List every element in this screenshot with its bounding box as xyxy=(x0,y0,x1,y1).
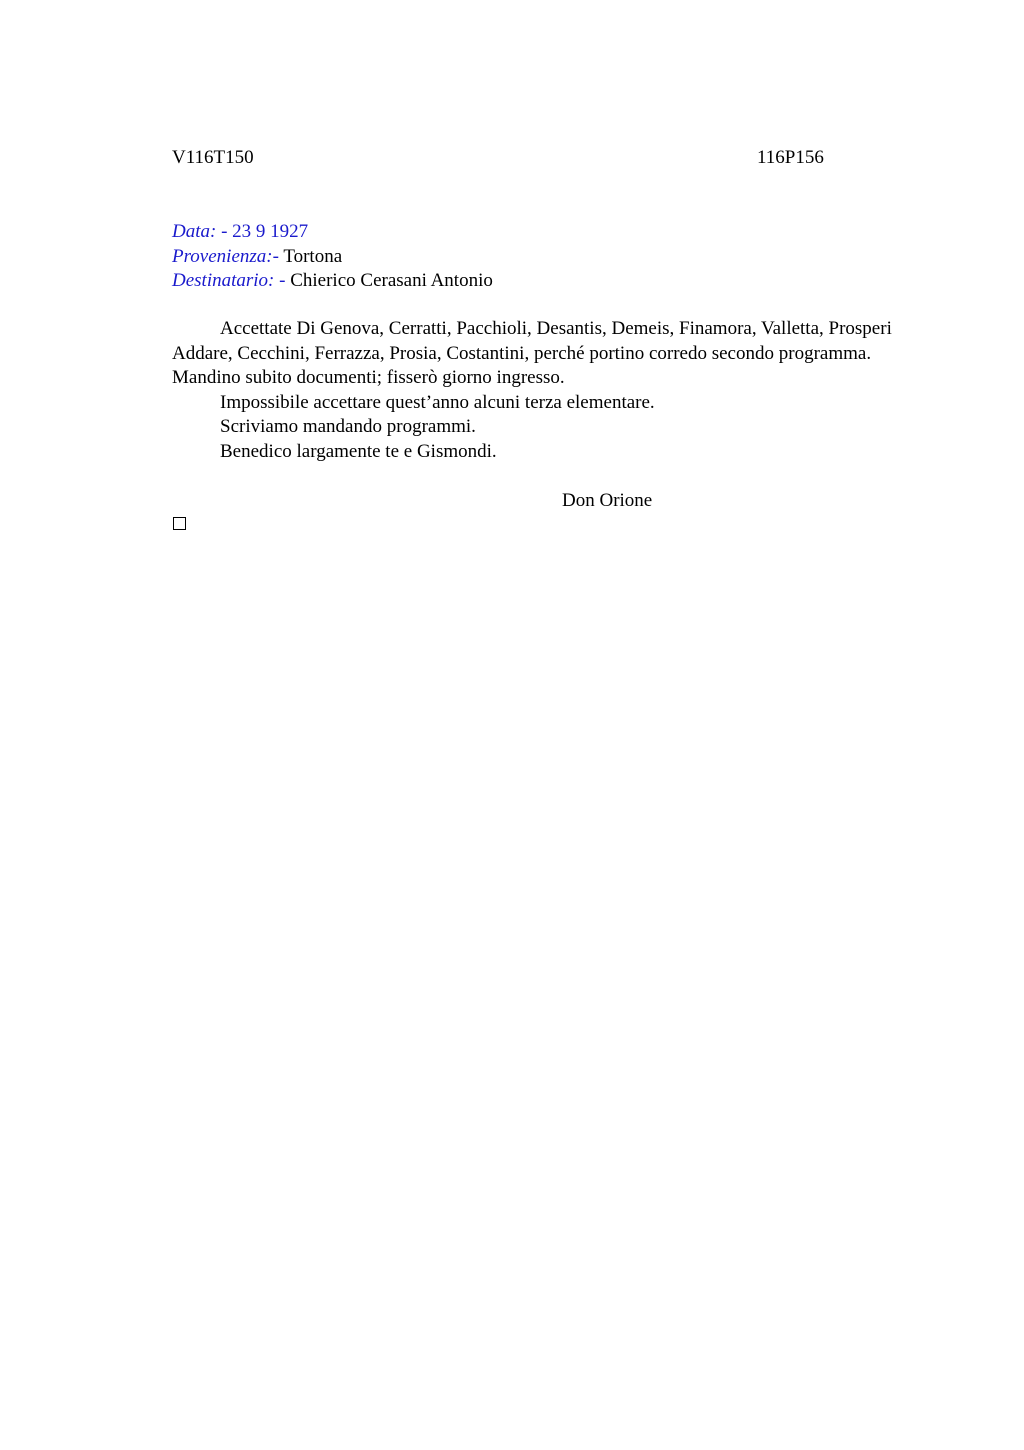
recipient-line xyxy=(172,269,892,294)
origin-value: Tortona xyxy=(278,245,343,267)
body-paragraph: Impossibile accettare quest’anno alcuni terza elementare. xyxy=(220,391,655,413)
body-paragraph: Accettate Di Genova, Cerratti, Pacchioli, Desantis, Demeis, Finamora, Valletta, Prosperi Addare, Cecchini, Ferrazza, Prosia, Costantini, perché portino corredo secondo programma. Mandino subito documenti; fisserò giorno ingresso. xyxy=(172,318,892,388)
document-code-right: 116P156 xyxy=(757,147,824,168)
origin-line xyxy=(172,245,892,270)
date-line xyxy=(172,220,892,245)
recipient-value: Chierico Cerasani Antonio xyxy=(285,270,493,291)
empty-square-icon xyxy=(173,517,186,530)
recipient-label: Destinatario: - xyxy=(172,270,286,291)
body-paragraph: Benedico largamente te e Gismondi. xyxy=(220,440,497,462)
document-code-left: V116T150 xyxy=(172,147,254,168)
letter-metadata xyxy=(172,220,892,294)
letter-body xyxy=(172,317,892,464)
date-value: - 23 9 1927 xyxy=(216,221,309,242)
date-label: Data: xyxy=(172,221,217,242)
body-paragraph: Scriviamo mandando programmi. xyxy=(220,416,476,437)
origin-label: Provenienza:- xyxy=(172,245,279,267)
signature: Don Orione xyxy=(562,490,653,511)
